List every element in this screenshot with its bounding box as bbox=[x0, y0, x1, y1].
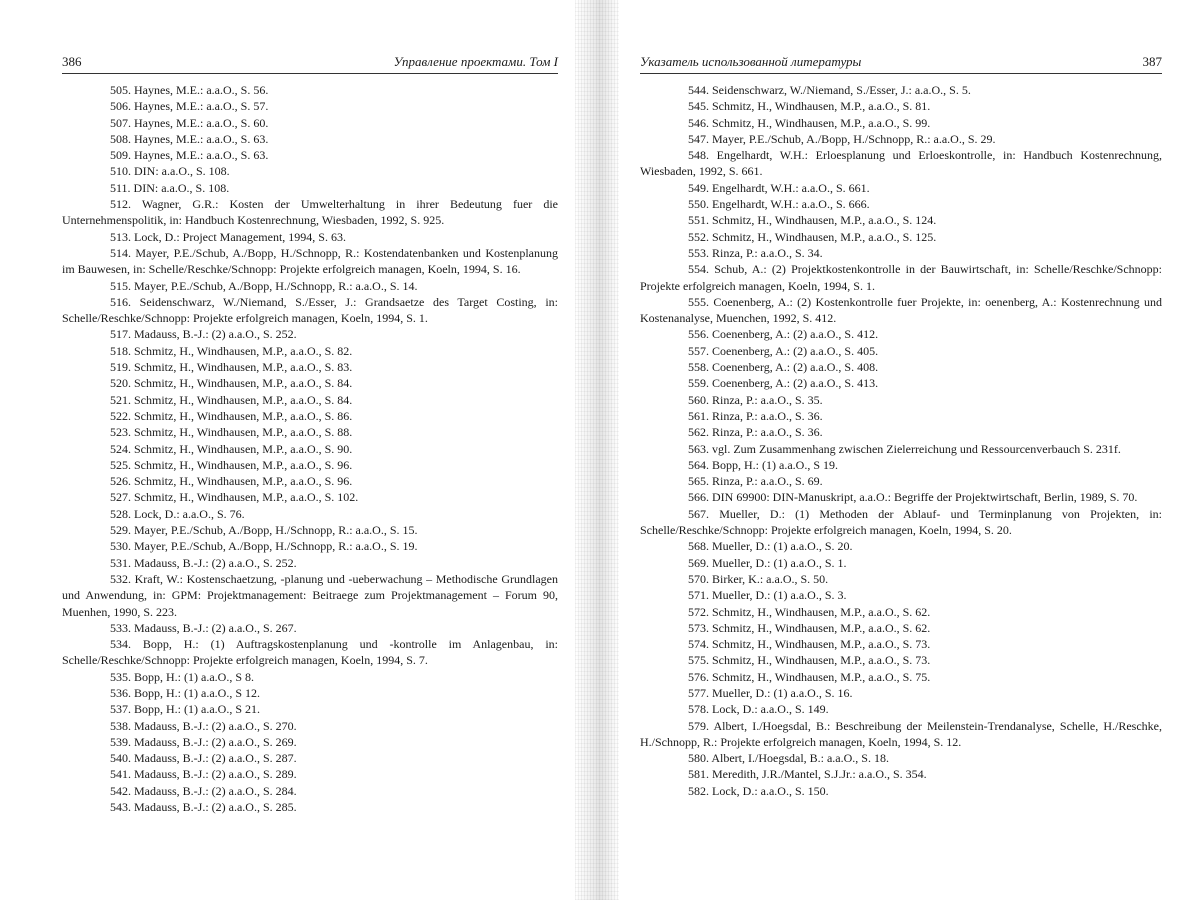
reference-entry: 580. Albert, I./Hoegsdal, B.: a.a.O., S. 18. bbox=[688, 751, 889, 766]
left-reference-list bbox=[62, 82, 558, 815]
reference-entry: 559. Coenenberg, A.: (2) a.a.O., S. 413. bbox=[688, 376, 879, 391]
reference-entry: 540. Madauss, B.-J.: (2) a.a.O., S. 287. bbox=[110, 751, 297, 766]
right-reference-list bbox=[640, 82, 1162, 799]
reference-entry: 568. Mueller, D.: (1) a.a.O., S. 20. bbox=[688, 539, 853, 554]
reference-entry: 521. Schmitz, H., Windhausen, M.P., a.a.O., S. 84. bbox=[110, 392, 353, 407]
reference-entry: 545. Schmitz, H., Windhausen, M.P., a.a.O., S. 81. bbox=[688, 99, 931, 114]
reference-entry: 573. Schmitz, H., Windhausen, M.P., a.a.O., S. 62. bbox=[688, 620, 931, 635]
reference-entry: 572. Schmitz, H., Windhausen, M.P., a.a.O., S. 62. bbox=[688, 604, 931, 619]
reference-entry: 506. Haynes, M.E.: a.a.O., S. 57. bbox=[110, 99, 269, 114]
reference-entry: 541. Madauss, B.-J.: (2) a.a.O., S. 289. bbox=[110, 767, 297, 782]
reference-entry: 513. Lock, D.: Project Management, 1994, S. 63. bbox=[110, 229, 346, 244]
reference-entry: 528. Lock, D.: a.a.O., S. 76. bbox=[110, 506, 245, 521]
left-running-title: Управление проектами. Том I bbox=[393, 54, 558, 69]
reference-entry: 526. Schmitz, H., Windhausen, M.P., a.a.O., S. 96. bbox=[110, 474, 353, 489]
reference-entry: 578. Lock, D.: a.a.O., S. 149. bbox=[688, 702, 829, 717]
reference-entry: 519. Schmitz, H., Windhausen, M.P., a.a.O., S. 83. bbox=[110, 360, 353, 375]
reference-entry: 520. Schmitz, H., Windhausen, M.P., a.a.O., S. 84. bbox=[110, 376, 353, 391]
reference-entry: 510. DIN: a.a.O., S. 108. bbox=[110, 164, 230, 179]
reference-entry: 509. Haynes, M.E.: a.a.O., S. 63. bbox=[110, 148, 269, 163]
book-spine-gutter bbox=[575, 0, 619, 900]
reference-entry: 523. Schmitz, H., Windhausen, M.P., a.a.O., S. 88. bbox=[110, 425, 353, 440]
reference-entry: 570. Birker, K.: a.a.O., S. 50. bbox=[688, 571, 829, 586]
right-page-header bbox=[640, 51, 1162, 74]
reference-entry: 529. Mayer, P.E./Schub, A./Bopp, H./Schnopp, R.: a.a.O., S. 15. bbox=[110, 523, 418, 538]
reference-entry: 531. Madauss, B.-J.: (2) a.a.O., S. 252. bbox=[110, 555, 297, 570]
reference-entry: 543. Madauss, B.-J.: (2) a.a.O., S. 285. bbox=[110, 800, 297, 815]
reference-entry: 571. Mueller, D.: (1) a.a.O., S. 3. bbox=[688, 588, 847, 603]
reference-entry: 532. Kraft, W.: Kostenschaetzung, -planung und -ueberwachung – Methodische Grundlagen und Anwendung, in: GPM: Projektmanagement: Beitraege zum Projektmanagement – Forum 90, Muenhen, 1990, S. 223. bbox=[62, 571, 558, 619]
reference-entry: 569. Mueller, D.: (1) a.a.O., S. 1. bbox=[688, 555, 847, 570]
reference-entry: 556. Coenenberg, A.: (2) a.a.O., S. 412. bbox=[688, 327, 879, 342]
reference-entry: 576. Schmitz, H., Windhausen, M.P., a.a.O., S. 75. bbox=[688, 669, 931, 684]
reference-entry: 575. Schmitz, H., Windhausen, M.P., a.a.O., S. 73. bbox=[688, 653, 931, 668]
right-page-number: 387 bbox=[1142, 54, 1162, 69]
reference-entry: 534. Bopp, H.: (1) Auftragskostenplanung und -kontrolle im Anlagenbau, in: Schelle/Reschke/Schnopp: Projekte erfolgreich managen, Koeln, 1994, S. 7. bbox=[62, 637, 558, 668]
reference-entry: 563. vgl. Zum Zusammenhang zwischen Zielerreichung und Ressourcenverbauch S. 231f. bbox=[688, 441, 1121, 456]
reference-entry: 507. Haynes, M.E.: a.a.O., S. 60. bbox=[110, 115, 269, 130]
reference-entry: 566. DIN 69900: DIN-Manuskript, a.a.O.: Begriffe der Projektwirtschaft, Berlin, 1989, S. 70. bbox=[688, 490, 1138, 505]
reference-entry: 515. Mayer, P.E./Schub, A./Bopp, H./Schnopp, R.: a.a.O., S. 14. bbox=[110, 278, 418, 293]
left-page-header bbox=[62, 51, 558, 74]
reference-entry: 544. Seidenschwarz, W./Niemand, S./Esser, J.: a.a.O., S. 5. bbox=[688, 83, 971, 97]
reference-entry: 518. Schmitz, H., Windhausen, M.P., a.a.O., S. 82. bbox=[110, 343, 353, 358]
reference-entry: 525. Schmitz, H., Windhausen, M.P., a.a.O., S. 96. bbox=[110, 457, 353, 472]
reference-entry: 557. Coenenberg, A.: (2) a.a.O., S. 405. bbox=[688, 343, 879, 358]
reference-entry: 574. Schmitz, H., Windhausen, M.P., a.a.O., S. 73. bbox=[688, 637, 931, 652]
reference-entry: 539. Madauss, B.-J.: (2) a.a.O., S. 269. bbox=[110, 734, 297, 749]
reference-entry: 549. Engelhardt, W.H.: a.a.O., S. 661. bbox=[688, 180, 870, 195]
reference-entry: 553. Rinza, P.: a.a.O., S. 34. bbox=[688, 245, 823, 260]
reference-entry: 577. Mueller, D.: (1) a.a.O., S. 16. bbox=[688, 685, 853, 700]
reference-entry: 522. Schmitz, H., Windhausen, M.P., a.a.O., S. 86. bbox=[110, 408, 353, 423]
reference-entry: 555. Coenenberg, A.: (2) Kostenkontrolle fuer Projekte, in: oenenberg, A.: Kostenrechnung und Kostenanalyse, Muenchen, 1992, S. 412. bbox=[640, 294, 1162, 326]
reference-entry: 524. Schmitz, H., Windhausen, M.P., a.a.O., S. 90. bbox=[110, 441, 353, 456]
right-running-title: Указатель использованной литературы bbox=[640, 54, 862, 69]
reference-entry: 558. Coenenberg, A.: (2) a.a.O., S. 408. bbox=[688, 360, 879, 375]
reference-entry: 511. DIN: a.a.O., S. 108. bbox=[110, 180, 230, 195]
reference-entry: 505. Haynes, M.E.: a.a.O., S. 56. bbox=[110, 83, 269, 97]
reference-entry: 538. Madauss, B.-J.: (2) a.a.O., S. 270. bbox=[110, 718, 297, 733]
reference-entry: 542. Madauss, B.-J.: (2) a.a.O., S. 284. bbox=[110, 783, 297, 798]
reference-entry: 552. Schmitz, H., Windhausen, M.P., a.a.O., S. 125. bbox=[688, 229, 937, 244]
reference-entry: 562. Rinza, P.: a.a.O., S. 36. bbox=[688, 425, 823, 440]
reference-entry: 512. Wagner, G.R.: Kosten der Umwelterhaltung in ihrer Bedeutung fuer die Unternehmenspolitik, in: Handbuch Kostenrechnung, Wiesbaden, 1992, S. 925. bbox=[62, 197, 558, 228]
reference-entry: 514. Mayer, P.E./Schub, A./Bopp, H./Schnopp, R.: Kostendatenbanken und Kostenplanung im Bauwesen, in: Schelle/Reschke/Schnopp: Projekte erfolgreich managen, Koeln, 1994, S. 16. bbox=[62, 245, 558, 277]
reference-entry: 551. Schmitz, H., Windhausen, M.P., a.a.O., S. 124. bbox=[688, 213, 937, 228]
reference-entry: 517. Madauss, B.-J.: (2) a.a.O., S. 252. bbox=[110, 327, 297, 342]
reference-entry: 582. Lock, D.: a.a.O., S. 150. bbox=[688, 783, 829, 798]
reference-entry: 561. Rinza, P.: a.a.O., S. 36. bbox=[688, 408, 823, 423]
reference-entry: 567. Mueller, D.: (1) Methoden der Ablauf- und Terminplanung von Projekten, in: Schelle/Reschke/Schnopp: Projekte erfolgreich managen, Koeln, 1994, S. 20. bbox=[640, 506, 1162, 538]
left-page bbox=[62, 0, 558, 900]
reference-entry: 579. Albert, I./Hoegsdal, B.: Beschreibung der Meilenstein-Trendanalyse, Schelle, H./Reschke, H./Schnopp, R.: Projekte erfolgreich managen, Koeln, 1994, S. 12. bbox=[640, 718, 1162, 749]
reference-entry: 547. Mayer, P.E./Schub, A./Bopp, H./Schnopp, R.: a.a.O., S. 29. bbox=[688, 131, 996, 146]
reference-entry: 548. Engelhardt, W.H.: Erloesplanung und Erloeskontrolle, in: Handbuch Kostenrechnung, Wiesbaden, 1992, S. 661. bbox=[640, 148, 1162, 179]
reference-entry: 537. Bopp, H.: (1) a.a.O., S 21. bbox=[110, 702, 260, 717]
reference-entry: 560. Rinza, P.: a.a.O., S. 35. bbox=[688, 392, 823, 407]
reference-entry: 533. Madauss, B.-J.: (2) a.a.O., S. 267. bbox=[110, 620, 297, 635]
reference-entry: 550. Engelhardt, W.H.: a.a.O., S. 666. bbox=[688, 197, 870, 212]
reference-entry: 536. Bopp, H.: (1) a.a.O., S 12. bbox=[110, 685, 260, 700]
reference-entry: 581. Meredith, J.R./Mantel, S.J.Jr.: a.a.O., S. 354. bbox=[688, 767, 927, 782]
right-page bbox=[640, 0, 1162, 900]
reference-entry: 530. Mayer, P.E./Schub, A./Bopp, H./Schnopp, R.: a.a.O., S. 19. bbox=[110, 539, 418, 554]
reference-entry: 564. Bopp, H.: (1) a.a.O., S 19. bbox=[688, 457, 838, 472]
reference-entry: 546. Schmitz, H., Windhausen, M.P., a.a.O., S. 99. bbox=[688, 115, 931, 130]
reference-entry: 565. Rinza, P.: a.a.O., S. 69. bbox=[688, 474, 823, 489]
left-page-number: 386 bbox=[62, 54, 82, 69]
reference-entry: 554. Schub, A.: (2) Projektkostenkontrolle in der Bauwirtschaft, in: Schelle/Reschke/Schnopp: Projekte erfolgreich managen, Koeln, 1994, S. 1. bbox=[640, 262, 1162, 293]
reference-entry: 535. Bopp, H.: (1) a.a.O., S 8. bbox=[110, 669, 254, 684]
reference-entry: 527. Schmitz, H., Windhausen, M.P., a.a.O., S. 102. bbox=[110, 490, 359, 505]
reference-entry: 516. Seidenschwarz, W./Niemand, S./Esser, J.: Grandsaetze des Target Costing, in: Schelle/Reschke/Schnopp: Projekte erfolgreich managen, Koeln, 1994, S. 1. bbox=[62, 294, 558, 326]
reference-entry: 508. Haynes, M.E.: a.a.O., S. 63. bbox=[110, 131, 269, 146]
